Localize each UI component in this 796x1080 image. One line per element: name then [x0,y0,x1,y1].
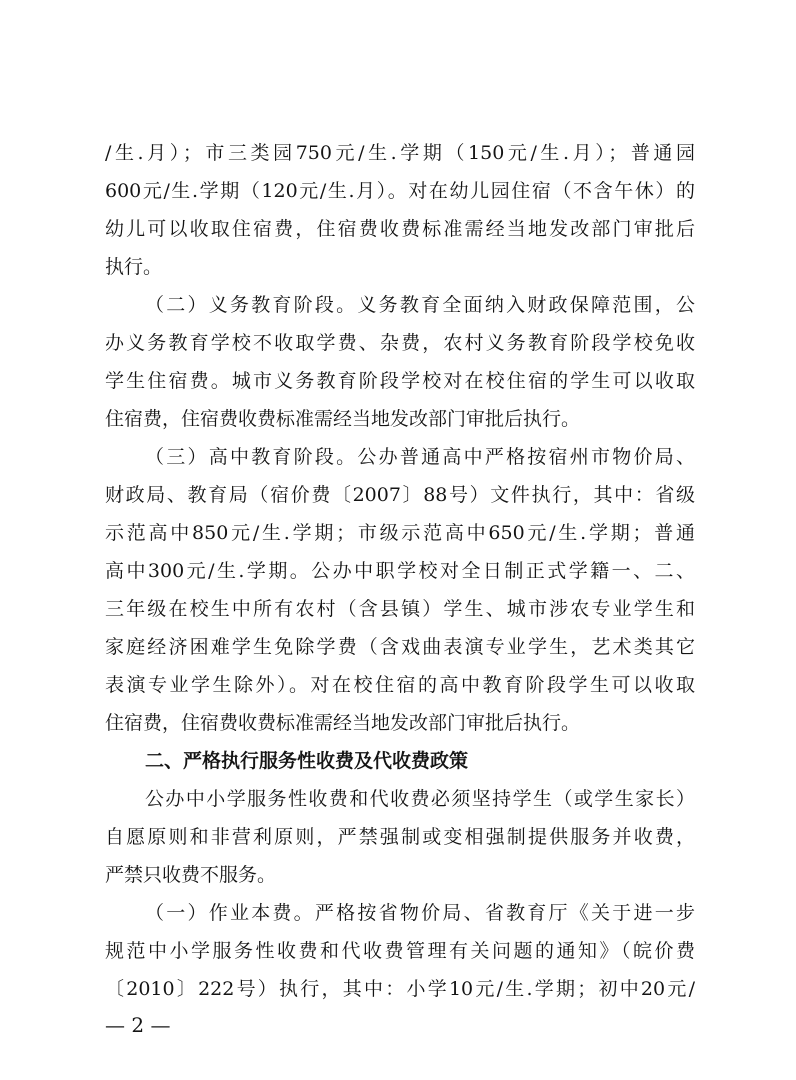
paragraph-start: 公办中小学服务性收费和代收费必须坚持学生（或学生家长） [145,788,695,810]
text-line: 规范中小学服务性收费和代收费管理有关问题的通知》（皖价费 [105,940,695,962]
text-line: 住宿费，住宿费收费标准需经当地发改部门审批后执行。 [105,408,581,430]
paragraph-start: （二）义务教育阶段。义务教育全面纳入财政保障范围，公 [145,294,695,316]
text-line: 执行。 [105,256,163,278]
text-line: 高中300元/生.学期。公办中职学校对全日制正式学籍一、二、 [105,560,695,582]
page-number: — 2 — [105,1013,171,1037]
text-line: 家庭经济困难学生免除学费（含戏曲表演专业学生，艺术类其它 [105,636,695,658]
text-line: 幼儿可以收取住宿费，住宿费收费标准需经当地发改部门审批后 [105,218,695,240]
text-line: /生.月）；市三类园750元/生.学期（150元/生.月）；普通园 [105,142,695,164]
text-line: 三年级在校生中所有农村（含县镇）学生、城市涉农专业学生和 [105,598,695,620]
text-line: 学生住宿费。城市义务教育阶段学校对在校住宿的学生可以收取 [105,370,695,392]
paragraph-start: （一）作业本费。严格按省物价局、省教育厅《关于进一步 [145,902,695,924]
text-line: 办义务教育学校不收取学费、杂费，农村义务教育阶段学校免收 [105,332,695,354]
text-line: 自愿原则和非营利原则，严禁强制或变相强制提供服务并收费， [105,826,695,848]
text-line: 住宿费，住宿费收费标准需经当地发改部门审批后执行。 [105,712,581,734]
text-line: 示范高中850元/生.学期；市级示范高中650元/生.学期；普通 [105,522,695,544]
section-heading: 二、严格执行服务性收费及代收费政策 [145,750,469,772]
text-line: 严禁只收费不服务。 [105,864,277,886]
text-line: 财政局、教育局（宿价费〔2007〕88号）文件执行，其中：省级 [105,484,695,506]
text-line: 〔2010〕222号）执行，其中：小学10元/生.学期；初中20元/ [105,978,695,1000]
paragraph-start: （三）高中教育阶段。公办普通高中严格按宿州市物价局、 [145,446,695,468]
text-line: 表演专业学生除外）。对在校住宿的高中教育阶段学生可以收取 [105,674,695,696]
text-line: 600元/生.学期（120元/生.月）。对在幼儿园住宿（不含午休）的 [105,180,695,202]
